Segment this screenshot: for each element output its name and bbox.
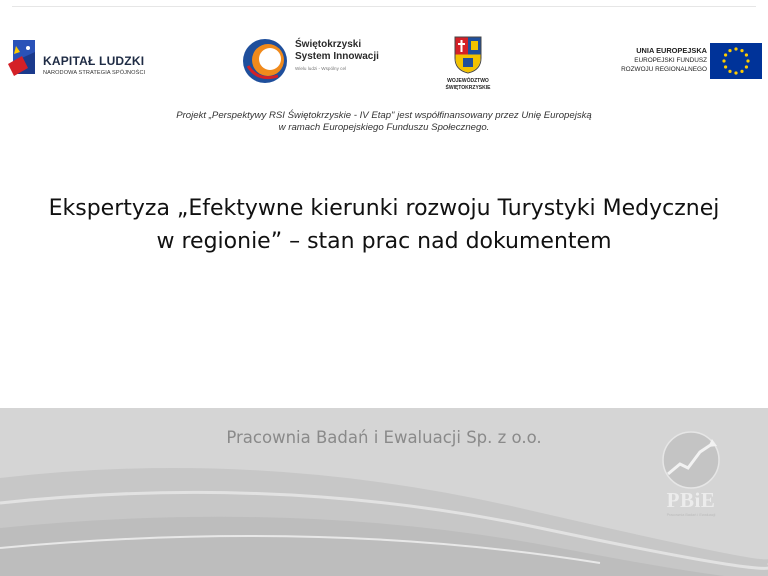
ssi-title-line2: System Innowacji [295, 51, 379, 62]
ssi-swirl-icon [240, 36, 290, 86]
pbie-logo [648, 430, 734, 530]
kapital-ludzki-subtitle: NARODOWA STRATEGIA SPÓJNOŚCI [43, 70, 146, 76]
ssi-title-line1: Świętokrzyski [295, 39, 362, 50]
kapital-ludzki-title: KAPITAŁ LUDZKI [43, 54, 145, 68]
project-note-line2: w ramach Europejskiego Funduszu Społecznego. [278, 122, 490, 133]
pbie-growth-chart-icon [656, 430, 726, 490]
ssi-tagline: Wielu ludzi - Wspólny cel [295, 66, 347, 71]
pbie-logo-tagline: Pracownia Badań i Ewaluacji [666, 513, 716, 517]
ssi-logo [240, 32, 379, 88]
wojewodztwo-line1: WOJEWÓDZTWO [447, 78, 489, 84]
slide-subtitle: Pracownia Badań i Ewaluacji Sp. z o.o. [226, 428, 542, 447]
kapital-ludzki-emblem-icon [8, 38, 40, 78]
top-divider [12, 6, 756, 7]
eu-fund-line2: ROZWOJU REGIONALNEGO [621, 66, 707, 73]
pbie-logo-text: PBiE [666, 488, 716, 512]
wojewodztwo-logo [438, 36, 498, 94]
kapital-ludzki-logo [8, 38, 168, 88]
logo-strip [0, 0, 768, 100]
slide-title: Ekspertyza „Efektywne kierunki rozwoju Turystyki Medycznej w regionie” – stan prac nad dokumentem [48, 196, 720, 254]
coat-of-arms-icon [454, 36, 482, 74]
eu-flag-icon [710, 43, 762, 79]
eu-fund-line1: EUROPEJSKI FUNDUSZ [634, 57, 707, 64]
project-note-line1: Projekt „Perspektywy RSI Świętokrzyskie - IV Etap" jest współfinansowany przez Unię Europejską [176, 110, 592, 121]
eu-logo [598, 40, 766, 84]
bottom-band [0, 408, 768, 576]
eu-title: UNIA EUROPEJSKA [636, 46, 707, 55]
wojewodztwo-line2: ŚWIĘTOKRZYSKIE [445, 85, 491, 91]
